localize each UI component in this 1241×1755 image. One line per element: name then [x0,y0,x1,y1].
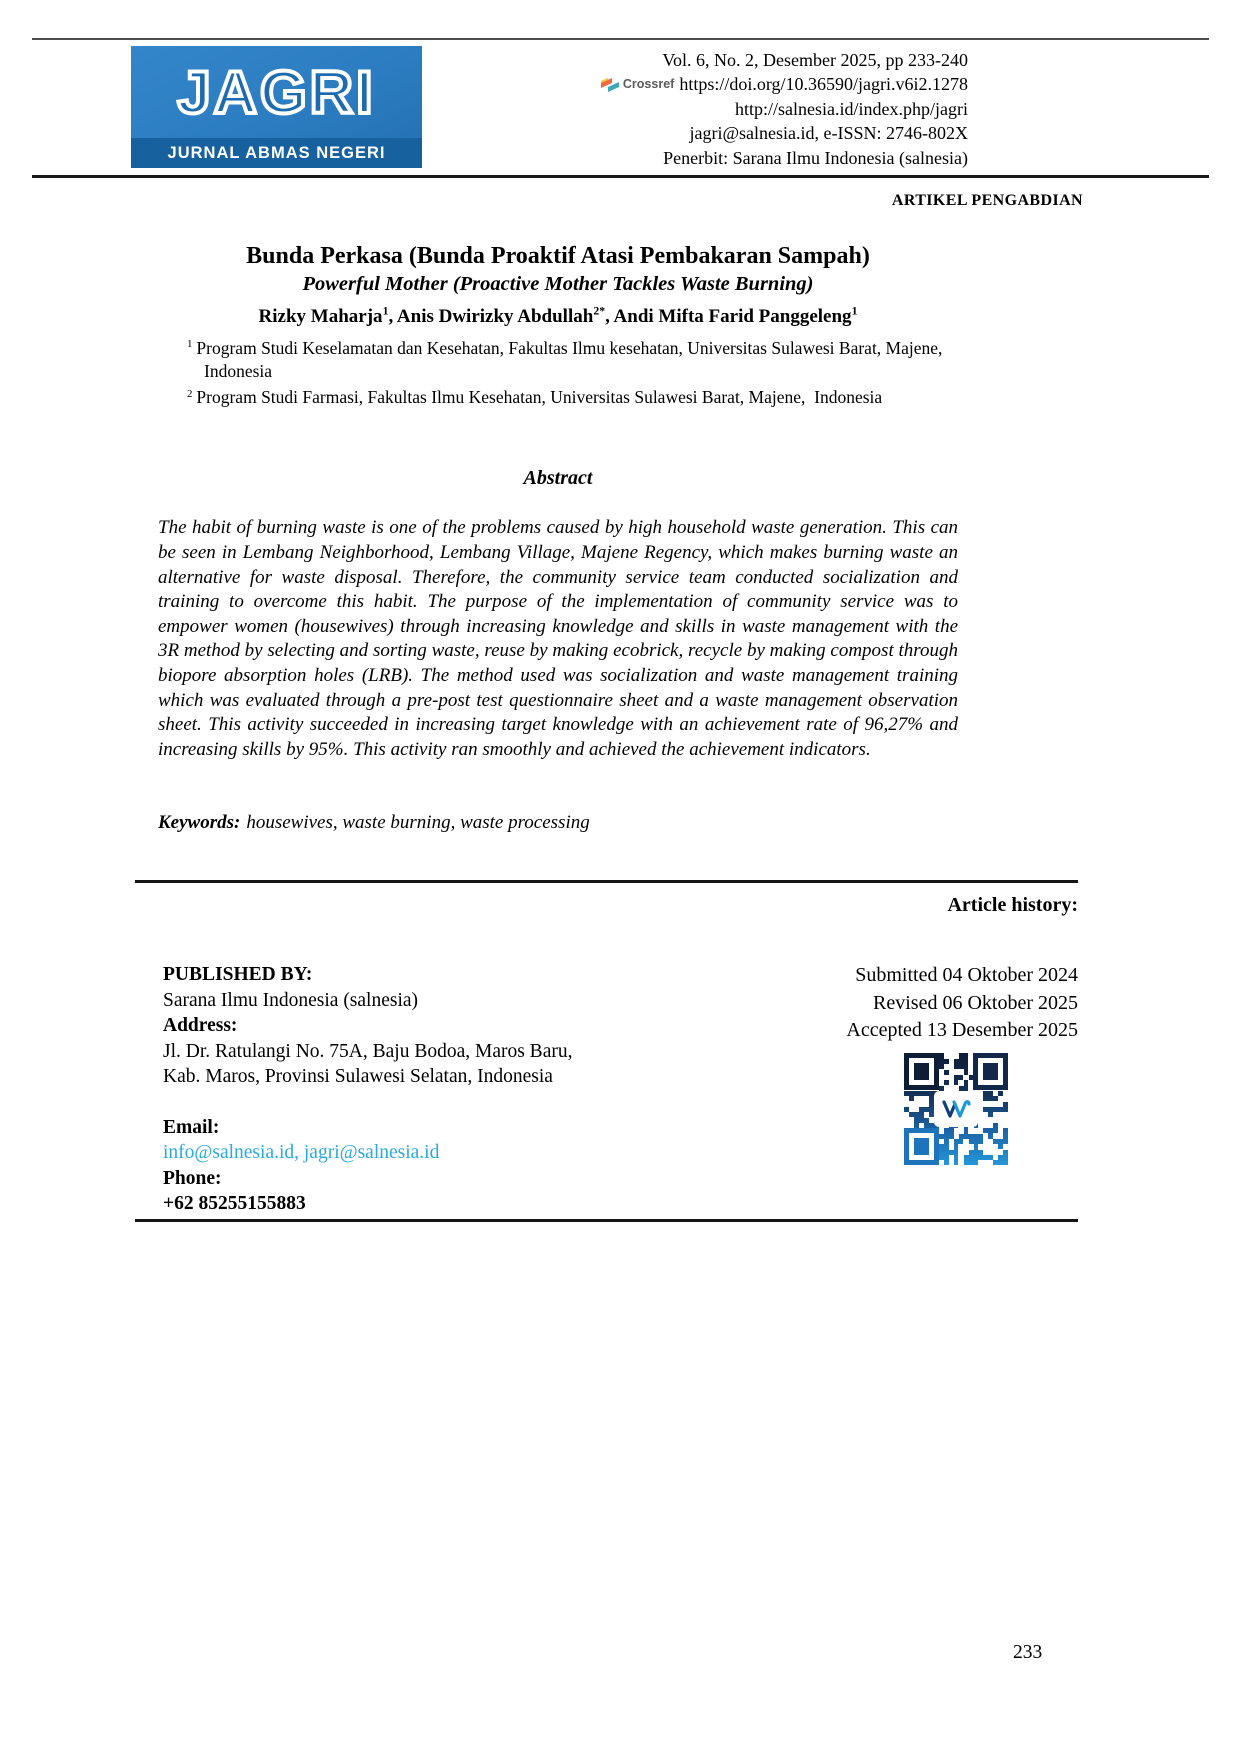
volume-issue-line: Vol. 6, No. 2, Desember 2025, pp 233-240 [662,50,968,70]
article-title-english: Powerful Mother (Proactive Mother Tackles Waste Burning) [302,272,814,295]
journal-logo [131,46,422,168]
qr-code [904,1053,1008,1165]
doi-link[interactable]: https://doi.org/10.36590/jagri.v6i2.1278 [679,74,968,95]
email-links[interactable]: info@salnesia.id, jagri@salnesia.id [163,1142,440,1164]
header-divider [32,175,1209,178]
journal-email-issn-line: jagri@salnesia.id, e-ISSN: 2746-802X [689,123,968,144]
address-line-1: Jl. Dr. Ratulangi No. 75A, Baju Bodoa, Maros Baru, [163,1040,573,1062]
journal-logo-acronym: JAGRI [177,58,376,126]
crossref-icon [600,77,620,93]
phone-label: Phone: [163,1167,222,1189]
published-by-label: PUBLISHED BY: [163,964,313,986]
keywords-text: housewives, waste burning, waste processing [246,812,590,834]
qr-center-logo [935,1092,977,1126]
publication-columns [135,962,1078,1216]
journal-header [32,46,1209,168]
address-line-2: Kab. Maros, Provinsi Sulawesi Selatan, Indonesia [163,1066,553,1088]
qr-finder-top-left [904,1053,939,1090]
article-title: Bunda Perkasa (Bunda Proaktif Atasi Pembakaran Sampah) [246,242,870,269]
crossref-badge [600,72,674,96]
address-label: Address: [163,1015,238,1037]
spacer [163,1089,572,1114]
author: Rizky Maharja$^1$ [258,304,389,327]
journal-url-link[interactable]: http://salnesia.id/index.php/jagri [735,98,968,119]
author-affiliation-mark: 1 [382,304,389,318]
affiliation-2: $^2$ Program Studi Farmasi, Fakultas Ilmu Kesehatan, Universitas Sulawesi Barat, Majene, Indonesia [187,387,883,408]
phone-number: +62 85255155883 [163,1193,306,1215]
journal-logo-tagline: JURNAL ABMAS NEGERI [131,138,422,168]
revised-date: Revised 06 Oktober 2025 [873,991,1078,1014]
qr-finder-top-right [973,1053,1008,1090]
keywords-line [158,812,958,834]
publisher-info-column [163,962,572,1216]
affiliation-list [158,333,958,410]
publisher-line: Penerbit: Sarana Ilmu Indonesia (salnesia) [663,147,968,168]
crossref-label: Crossref [622,77,675,92]
author: , Andi Mifta Farid Panggeleng$^1$ [605,304,858,327]
author-line [158,298,958,331]
author-affiliation-mark: 2* [593,304,606,318]
article-front-matter [158,242,958,835]
article-history-label: Article history: [947,894,1078,917]
abstract-heading: Abstract [523,467,593,490]
keywords-label: Keywords: [158,812,241,834]
affiliation-1: $^1$ Program Studi Keselamatan dan Kesehatan, Fakultas Ilmu kesehatan, Universitas Sulawesi Barat, Majene, Indonesia [187,337,947,381]
submitted-date: Submitted 04 Oktober 2024 [855,964,1078,987]
qr-finder-bottom-left [904,1128,939,1165]
journal-meta-block [600,48,968,170]
author-affiliation-mark: 1 [851,304,858,318]
article-type-label: ARTIKEL PENGABDIAN [891,191,1083,209]
author: , Anis Dwirizky Abdullah$^{2*}$ [388,304,606,327]
section-bottom-divider [135,1219,1078,1222]
publication-info-section [135,880,1078,1222]
abstract-text: The habit of burning waste is one of the problems caused by high household waste generation. This can be seen in Lembang Neighborhood, Lembang Village, Majene Regency, which makes burning waste an alternative for waste disposal. Therefore, the community service team conducted socialization and training to overcome this habit. The purpose of the implementation of community service was to empower women (housewives) through increasing knowledge and skills in waste management with the 3R method by selecting and sorting waste, reuse by making ecobrick, recycle by making compost through biopore absorption holes (LRB). The method used was socialization and waste management training which was evaluated through a pre-post test questionnaire sheet and a waste management observation sheet. This activity succeeded in increasing target knowledge with an achievement rate of 96,27% and increasing skills by 95%. This activity ran smoothly and achieved the achievement indicators. [158,517,958,760]
page-number: 233 [1013,1642,1043,1663]
publisher-name: Sarana Ilmu Indonesia (salnesia) [163,989,419,1011]
article-history-column [846,962,1078,1216]
top-divider [32,38,1209,40]
accepted-date: Accepted 13 Desember 2025 [846,1019,1078,1042]
email-label: Email: [163,1116,220,1138]
doi-line [600,72,968,96]
section-top-divider [135,880,1078,883]
